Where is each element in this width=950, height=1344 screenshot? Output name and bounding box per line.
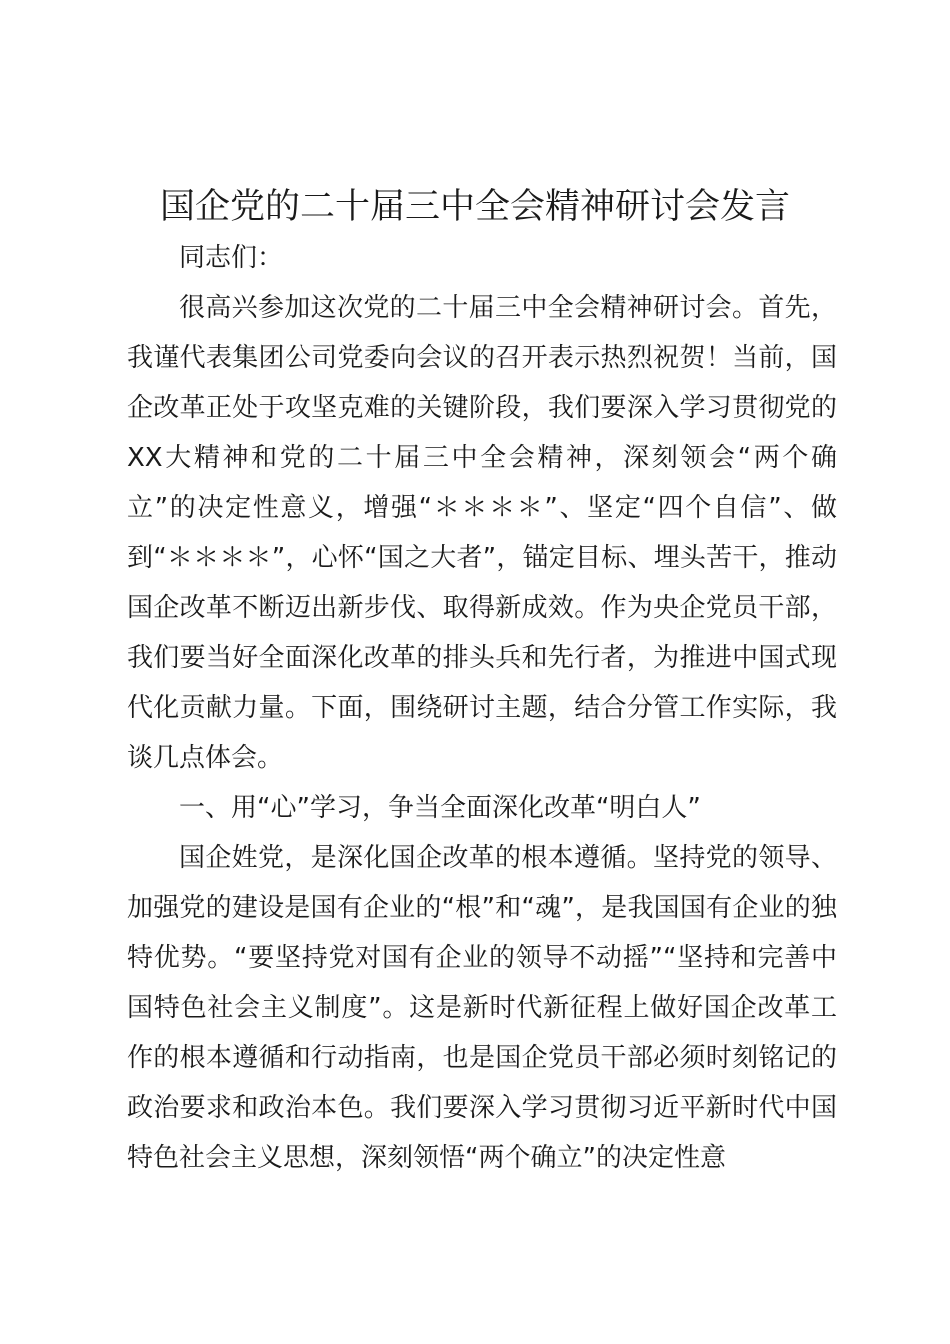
section-paragraph: 国企姓党，是深化国企改革的根本遵循。坚持党的领导、加强党的建设是国有企业的“根”和“魂”，是我国国有企业的独特优势。“要坚持党对国有企业的领导不动摇”“坚持和完善中国特色社会主义制度”。这是新时代新征程上做好国企改革工作的根本遵循和行动指南，也是国企党员干部必须时刻铭记的政治要求和政治本色。我们要深入学习贯彻习近平新时代中国特色社会主义思想，深刻领悟“两个确立”的决定性意: [127, 843, 837, 1173]
section-heading: 一、用“心”学习，争当全面深化改革“明白人”: [179, 793, 701, 823]
document-title: 国企党的二十届三中全会精神研讨会发言: [159, 187, 790, 227]
opening-paragraph: 很高兴参加这次党的二十届三中全会精神研讨会。首先，我谨代表集团公司党委向会议的召开表示热烈祝贺！当前，国企改革正处于攻坚克难的关键阶段，我们要深入学习贯彻党的XX大精神和党的二十届三中全会精神，深刻领会“两个确立”的决定性意义，增强“＊＊＊＊”、坚定“四个自信”、做到“＊＊＊＊”，心怀“国之大者”，锚定目标、埋头苦干，推动国企改革不断迈出新步伐、取得新成效。作为央企党员干部，我们要当好全面深化改革的排头兵和先行者，为推进中国式现代化贡献力量。下面，围绕研讨主题，结合分管工作实际，我谈几点体会。: [127, 293, 837, 773]
document-body: [127, 233, 837, 1183]
salutation: 同志们：: [179, 243, 284, 273]
